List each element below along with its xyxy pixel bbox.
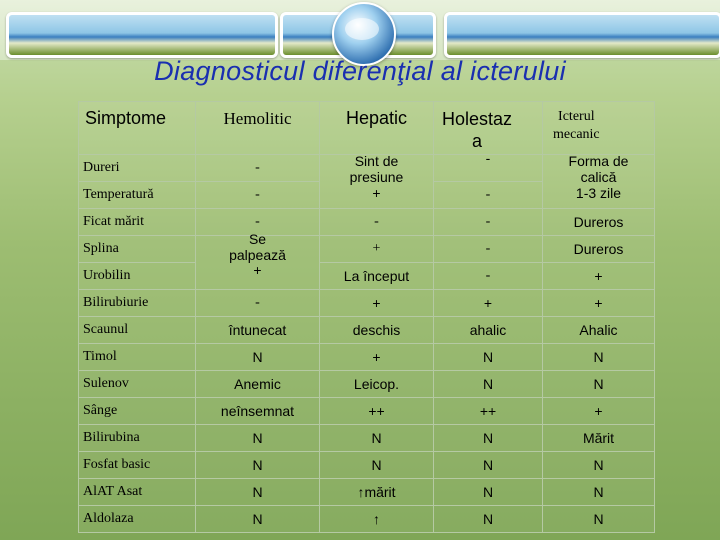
table-row	[79, 317, 655, 344]
cell-text: -	[485, 150, 491, 166]
cell: N	[543, 371, 655, 398]
cell: +	[543, 290, 655, 317]
header-simptome: Simptome	[85, 108, 167, 128]
cell: +	[320, 290, 434, 317]
header-cell	[320, 102, 434, 155]
cell: neînsemnat	[196, 398, 320, 425]
header-icterul-mecanic: Icterul mecanic	[553, 109, 600, 143]
cell: -	[196, 182, 320, 209]
header-hepatic: Hepatic	[345, 108, 408, 128]
table-row	[79, 425, 655, 452]
cell: ++	[434, 398, 543, 425]
diagnosis-table	[78, 101, 655, 533]
header-hemolitic: Hemolitic	[223, 109, 292, 128]
row-label: Aldolaza	[79, 506, 196, 533]
cell: +	[320, 344, 434, 371]
cell-text: Forma de calică 1-3 zile	[568, 153, 629, 202]
cell-merged	[196, 231, 320, 290]
table-row	[79, 290, 655, 317]
header-cell	[434, 102, 543, 155]
cell: N	[434, 425, 543, 452]
slide-title: Diagnosticul diferenţial al icterului	[154, 56, 566, 86]
globe-highlight	[345, 18, 379, 40]
row-label: AlAT Asat	[79, 479, 196, 506]
landscape-panel-left	[6, 12, 278, 58]
cell: N	[543, 506, 655, 533]
cell: Dureros	[543, 236, 655, 263]
row-label: Sulenov	[79, 371, 196, 398]
cell: +	[543, 263, 655, 290]
cell: -	[196, 155, 320, 182]
cell-merged	[320, 155, 434, 209]
row-label: Splina	[79, 236, 196, 263]
cell: Anemic	[196, 371, 320, 398]
cell	[434, 150, 543, 182]
cell: -	[434, 263, 543, 290]
row-label: Bilirubina	[79, 425, 196, 452]
header-cell	[543, 102, 655, 155]
cell: N	[196, 344, 320, 371]
cell: N	[196, 425, 320, 452]
cell: +	[434, 290, 543, 317]
cell: N	[320, 425, 434, 452]
cell: -	[434, 182, 543, 209]
cell: N	[196, 452, 320, 479]
table-row	[79, 236, 655, 263]
row-label: Scaunul	[79, 317, 196, 344]
cell: N	[196, 506, 320, 533]
row-label: Timol	[79, 344, 196, 371]
row-label: Bilirubiurie	[79, 290, 196, 317]
table-row	[79, 398, 655, 425]
cell: deschis	[320, 317, 434, 344]
row-label: Sânge	[79, 398, 196, 425]
cell: -	[196, 290, 320, 317]
table-row	[79, 344, 655, 371]
table-row	[79, 452, 655, 479]
cell: +	[543, 398, 655, 425]
cell: N	[434, 506, 543, 533]
cell: ahalic	[434, 317, 543, 344]
row-label: Temperatură	[79, 182, 196, 209]
cell: întunecat	[196, 317, 320, 344]
table-row	[79, 506, 655, 533]
row-label: Dureri	[79, 155, 196, 182]
cell: N	[434, 344, 543, 371]
cell: N	[320, 452, 434, 479]
cell: ↑mărit	[320, 479, 434, 506]
table-row	[79, 155, 655, 182]
cell: N	[543, 452, 655, 479]
cell: N	[196, 479, 320, 506]
table-row	[79, 371, 655, 398]
cell: -	[196, 209, 320, 236]
cell: N	[434, 371, 543, 398]
table-header-row	[79, 102, 655, 155]
cell: +	[320, 236, 434, 263]
table-row	[79, 263, 655, 290]
cell: -	[434, 209, 543, 236]
cell-text: Se palpează +	[229, 231, 286, 279]
cell: La început	[320, 263, 434, 290]
cell: Dureros	[543, 209, 655, 236]
header-cell	[196, 102, 320, 155]
row-label: Ficat mărit	[79, 209, 196, 236]
cell: N	[434, 452, 543, 479]
cell: ++	[320, 398, 434, 425]
table-row	[79, 479, 655, 506]
cell: N	[543, 479, 655, 506]
row-label: Fosfat basic	[79, 452, 196, 479]
row-label: Urobilin	[79, 263, 196, 290]
cell: -	[320, 209, 434, 236]
cell: N	[543, 344, 655, 371]
header-cell	[79, 102, 196, 155]
cell: Ahalic	[543, 317, 655, 344]
cell: -	[434, 236, 543, 263]
cell: Mărit	[543, 425, 655, 452]
header-holestaza: Holestaz a	[442, 109, 513, 151]
cell: N	[434, 479, 543, 506]
table-row	[79, 209, 655, 236]
cell: Leicop.	[320, 371, 434, 398]
cell-merged	[543, 155, 655, 209]
cell-text: Sint de presiune +	[349, 153, 404, 202]
landscape-panel-right	[444, 12, 720, 58]
cell: ↑	[320, 506, 434, 533]
